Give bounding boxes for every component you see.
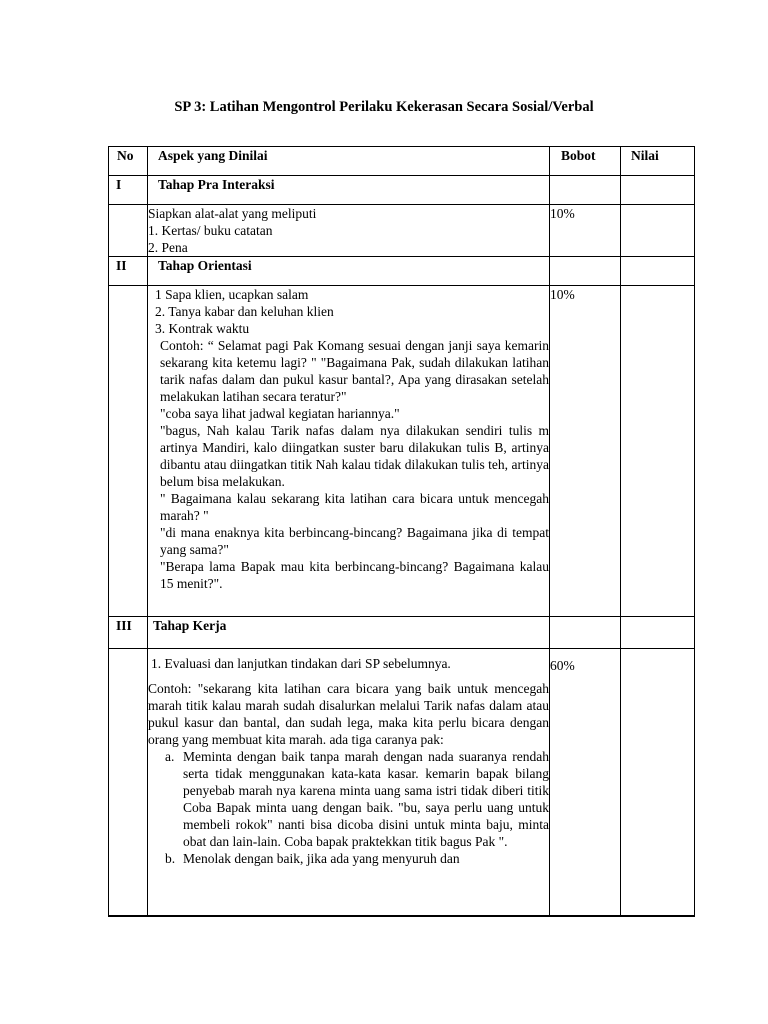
section-body-pra-interaksi: [109, 205, 695, 257]
list-item: 1. Evaluasi dan lanjutkan tindakan dari SP sebelumnya.: [151, 656, 451, 671]
section-title: Tahap Orientasi: [148, 257, 550, 286]
dialog-line: Contoh: “ Selamat pagi Pak Komang sesuai dengan janji saya kemarin sekarang kita ketemu lagi? " "Bagaimana Pak, sudah dilakukan latihan tarik nafas dalam dan pukul kasur bantal?, Apa yang dirasakan setelah melakukan latihan secara teratur?": [160, 338, 549, 404]
dialog-line: "di mana enaknya kita berbincang-bincang? Bagaimana jika di tempat yang sama?": [160, 525, 549, 557]
aspek-content: [148, 649, 550, 917]
sub-list-marker: a.: [165, 749, 175, 764]
bobot-cell-empty: [550, 617, 621, 649]
list-item: 2. Tanya kabar dan keluhan klien: [155, 304, 334, 319]
sub-list-item: [148, 748, 549, 850]
no-cell-empty: [109, 649, 148, 917]
list-item: 2. Pena: [148, 240, 188, 255]
sub-list-marker: b.: [165, 851, 176, 866]
bobot-value: 10%: [550, 286, 621, 617]
bobot-value: 10%: [550, 205, 621, 257]
bobot-value: 60%: [550, 649, 621, 917]
nilai-cell[interactable]: [621, 205, 695, 257]
bobot-cell-empty: [550, 176, 621, 205]
header-aspek: Aspek yang Dinilai: [148, 147, 550, 176]
bobot-cell-empty: [550, 257, 621, 286]
sub-list-text: Meminta dengan baik tanpa marah dengan nada suaranya rendah serta tidak menggunakan kata-kata kasar. kemarin bapak bilang penyebab marah nya karena minta uang sama istri tidak diberi titik Coba Bapak minta uang dengan baik. "bu, saya perlu uang untuk membeli rokok" nanti bisa dicoba disini untuk minta baju, minta obat dan lain-lain. Coba bapak praktekkan titik bagus Pak ".: [183, 749, 549, 849]
aspek-content: [148, 286, 550, 617]
section-row-orientasi: [109, 257, 695, 286]
list-item: 1 Sapa klien, ucapkan salam: [155, 287, 309, 302]
list-item: 3. Kontrak waktu: [155, 321, 250, 336]
nilai-cell[interactable]: [621, 617, 695, 649]
dialog-line: "Berapa lama Bapak mau kita berbincang-bincang? Bagaimana kalau 15 menit?".: [160, 559, 549, 591]
section-body-orientasi: [109, 286, 695, 617]
section-number: I: [109, 176, 148, 205]
dialog-line: " Bagaimana kalau sekarang kita latihan cara bicara untuk mencegah marah? ": [160, 491, 549, 523]
section-title: Tahap Pra Interaksi: [148, 176, 550, 205]
no-cell-empty: [109, 205, 148, 257]
intro-text: Siapkan alat-alat yang meliputi: [148, 206, 317, 221]
dialog-line: Contoh: "sekarang kita latihan cara bicara yang baik untuk mencegah marah titik kalau marah sudah disalurkan melalui Tarik nafas dalam atau pukul kasur dan bantal, dan sudah lega, maka kita perlu bicara dengan orang yang membuat kita marah. ada tiga caranya pak:: [148, 681, 549, 747]
list-item: 1. Kertas/ buku catatan: [148, 223, 273, 238]
nilai-cell[interactable]: [621, 286, 695, 617]
sub-list-text: Menolak dengan baik, jika ada yang menyuruh dan: [183, 851, 460, 866]
sub-list: [148, 748, 549, 867]
section-body-kerja: [109, 649, 695, 917]
aspek-content: [148, 205, 550, 257]
nilai-cell[interactable]: [621, 257, 695, 286]
nilai-cell[interactable]: [621, 649, 695, 917]
sub-list-item: [148, 850, 549, 867]
header-bobot: Bobot: [550, 147, 621, 176]
document-title: SP 3: Latihan Mengontrol Perilaku Kekerasan Secara Sosial/Verbal: [174, 99, 594, 115]
section-number: II: [109, 257, 148, 286]
nilai-cell[interactable]: [621, 176, 695, 205]
section-number: III: [109, 617, 148, 649]
section-row-kerja: [109, 617, 695, 649]
assessment-table: [108, 146, 695, 917]
header-nilai: Nilai: [621, 147, 695, 176]
dialog-line: "bagus, Nah kalau Tarik nafas dalam nya dilakukan sendiri tulis m artinya Mandiri, kalo diingatkan suster baru dilakukan tulis B, artinya dibantu atau diingatkan titik Nah kalau tidak dilakukan tulis teh, artinya belum bisa melakukan.: [160, 423, 549, 489]
header-no: No: [109, 147, 148, 176]
table-header-row: [109, 147, 695, 176]
section-title: Tahap Kerja: [148, 617, 550, 649]
section-row-pra-interaksi: [109, 176, 695, 205]
dialog-line: "coba saya lihat jadwal kegiatan hariannya.": [160, 406, 400, 421]
no-cell-empty: [109, 286, 148, 617]
